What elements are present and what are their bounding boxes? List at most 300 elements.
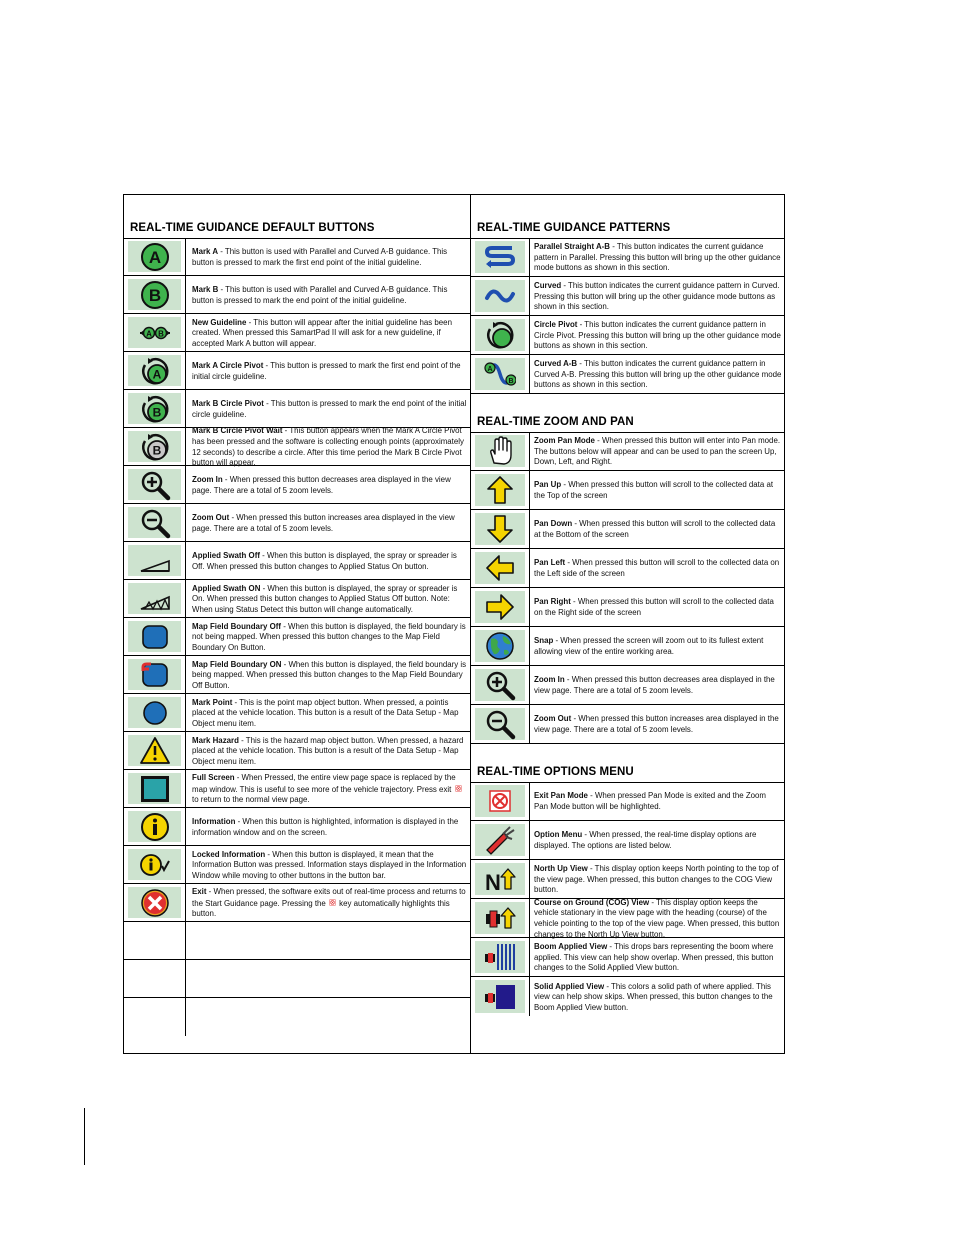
button-row <box>471 588 785 627</box>
left-column <box>124 195 470 1053</box>
icon-cell <box>471 666 530 704</box>
svg-text:B: B <box>152 443 161 457</box>
description-cell <box>185 314 470 351</box>
description-cell <box>529 899 785 937</box>
snap-icon <box>484 630 516 662</box>
description <box>534 242 782 274</box>
button-name: Option Menu <box>534 830 583 840</box>
zoom-pan-mode-icon <box>484 435 516 467</box>
button-description: - This button indicates the current guidance pattern in Curved A-B. Pressing this button will bring up the other guidance mode buttons as shown in this section. <box>534 359 782 390</box>
zoom-out-icon <box>139 507 171 539</box>
icon-cell <box>124 238 186 275</box>
icon-cell <box>471 238 530 276</box>
icon-cell <box>124 732 186 769</box>
button-row <box>124 466 470 504</box>
description <box>192 426 467 468</box>
svg-text:A: A <box>145 329 152 338</box>
description-cell <box>185 656 470 693</box>
button-name: Map Field Boundary ON <box>192 659 282 669</box>
mark-a-icon <box>139 241 171 273</box>
button-row <box>471 977 785 1016</box>
icon-cell <box>471 588 530 626</box>
button-description: - This button is used with Parallel and Curved A-B guidance. This button is pressed to mark the end point of the initial guideline. <box>192 284 448 305</box>
description-cell <box>185 770 470 807</box>
description <box>534 320 782 352</box>
button-name: Exit Pan Mode <box>534 791 588 801</box>
button-name: Mark A <box>192 246 219 256</box>
button-name: Parallel Straight A-B <box>534 242 611 252</box>
description-cell <box>529 277 785 315</box>
description-cell <box>185 998 470 1036</box>
button-description: - When pressed this button will scroll to the collected data at the Bottom of the screen <box>534 519 776 539</box>
button-row <box>124 656 470 694</box>
icon-tile <box>128 697 181 728</box>
zoom-in-icon <box>484 669 516 701</box>
icon-tile <box>128 849 181 880</box>
description <box>192 285 467 306</box>
button-description: - When pressed this button will scroll to the collected data at the Top of the screen <box>534 480 774 500</box>
description-cell <box>185 426 470 468</box>
button-description: - When pressed, the software exits out of real-time process and returns to the Start Guidance page. Pressing the <box>192 887 466 908</box>
full-screen-icon <box>139 773 171 805</box>
button-name: Zoom In <box>534 675 565 685</box>
description-cell <box>185 922 470 959</box>
exit-icon <box>139 887 171 919</box>
button-name: New Guideline <box>192 317 247 327</box>
description <box>192 698 467 730</box>
description <box>192 513 467 534</box>
button-name: Snap <box>534 636 554 646</box>
button-description: - When pressed Pan Mode is exited and the Zoom Pan Mode button will be highlighted. <box>534 791 767 811</box>
north-up-view-icon <box>484 863 516 895</box>
button-row <box>124 998 470 1036</box>
description <box>192 622 467 654</box>
button-name: Applied Swath ON <box>192 583 261 593</box>
icon-tile <box>475 902 525 934</box>
button-row <box>471 355 785 394</box>
description-cell <box>185 466 470 503</box>
button-description: - This is the hazard map object button. When pressed, a hazard placed at the vehicle location. This button is a result of the Data Setup - Map Object menu item. <box>192 735 464 766</box>
button-name: Circle Pivot <box>534 320 578 330</box>
icon-tile <box>475 241 525 273</box>
button-row <box>471 471 785 510</box>
button-description: - When pressed this button decreases area displayed in the view page. There are a total of 5 zoom levels. <box>534 675 775 695</box>
circle-pivot-icon <box>484 319 516 351</box>
button-description: - When Pressed, the entire view page space is replaced by the map window. This is useful to see more of the vehicle trajectory. Press exit <box>192 773 456 794</box>
button-description: - When this button is highlighted, information is displayed in the information window and on the screen. <box>192 816 459 837</box>
icon-tile <box>475 552 525 584</box>
button-row <box>471 510 785 549</box>
description <box>192 399 467 420</box>
description <box>534 519 782 540</box>
button-name: Zoom Out <box>534 714 572 724</box>
icon-tile <box>128 773 181 804</box>
button-name: Locked Information <box>192 849 266 859</box>
description-cell <box>529 316 785 354</box>
new-guideline-icon <box>139 317 171 349</box>
description <box>192 887 467 920</box>
description <box>534 281 782 313</box>
description <box>192 850 467 882</box>
button-row <box>471 432 785 471</box>
icon-cell <box>124 922 186 959</box>
svg-text:B: B <box>157 329 164 338</box>
description <box>192 247 467 268</box>
button-name: Pan Left <box>534 558 566 568</box>
applied-swath-on-icon <box>139 583 171 615</box>
button-row <box>124 808 470 846</box>
button-name: Pan Up <box>534 480 562 490</box>
icon-tile <box>475 669 525 701</box>
section-header <box>471 744 785 783</box>
icon-tile <box>475 319 525 351</box>
exit-pan-mode-icon <box>484 785 516 817</box>
button-row <box>124 732 470 770</box>
icon-cell <box>471 821 530 859</box>
button-name: Mark A Circle Pivot <box>192 360 264 370</box>
icon-cell <box>124 770 186 807</box>
mark-point-icon <box>139 697 171 729</box>
course-on-ground-view-icon <box>484 902 516 934</box>
icon-cell <box>124 960 186 997</box>
icon-cell <box>124 618 186 655</box>
icon-cell <box>124 998 186 1036</box>
button-row <box>471 549 785 588</box>
button-row <box>124 846 470 884</box>
exit-key-icon <box>454 784 463 793</box>
icon-cell <box>471 471 530 509</box>
description <box>192 773 467 806</box>
icon-tile <box>128 583 181 614</box>
parallel-straight-icon <box>484 241 516 273</box>
icon-tile <box>128 811 181 842</box>
button-description: - This button is pressed to mark the end point of the initial circle guideline. <box>192 398 467 419</box>
button-description: - When pressed, the real-time display options are displayed. The options are listed below. <box>534 830 757 850</box>
button-description: - This display option keeps North pointing to the top of the view page. When pressed, this button changes to the COG View button. <box>534 864 779 895</box>
button-row <box>471 938 785 977</box>
button-row <box>124 922 470 960</box>
section-header-text: REAL-TIME GUIDANCE PATTERNS <box>477 222 671 234</box>
icon-tile <box>128 507 181 538</box>
locked-information-icon <box>139 849 171 881</box>
button-name: Applied Swath Off <box>192 550 260 560</box>
icon-cell <box>124 428 186 465</box>
description <box>534 898 782 940</box>
button-description: - When pressed this button will enter into Pan mode. The buttons below will appear and can be used to pan the screen Up, Down, Left, and Right. <box>534 436 781 467</box>
description-cell <box>185 808 470 845</box>
description <box>192 660 467 692</box>
icon-cell <box>471 977 530 1016</box>
button-description: - When pressed this button increases area displayed in the view page. There are a total of 5 zoom levels. <box>192 512 455 533</box>
button-description: - When pressed this button will scroll to the collected data on the Left side of the screen <box>534 558 780 578</box>
button-description: - When pressed the screen will zoom out to its fullest extent allowing view of the entire working area. <box>534 636 764 656</box>
icon-cell <box>124 352 186 389</box>
icon-cell <box>471 899 530 937</box>
button-row <box>471 899 785 938</box>
button-name: Exit <box>192 887 207 897</box>
button-row <box>124 428 470 466</box>
button-row <box>124 542 470 580</box>
description <box>534 982 782 1014</box>
svg-text:A: A <box>152 367 161 381</box>
icon-cell <box>124 656 186 693</box>
button-description: - When pressed this button decreases area displayed in the view page. There are a total of 5 zoom levels. <box>192 474 451 495</box>
icon-cell <box>124 390 186 427</box>
svg-text:A: A <box>487 366 493 373</box>
description <box>534 636 782 657</box>
section-header-text: REAL-TIME GUIDANCE DEFAULT BUTTONS <box>130 222 375 234</box>
icon-tile <box>128 659 181 690</box>
button-row <box>471 705 785 744</box>
button-name: Mark Hazard <box>192 735 239 745</box>
icon-tile <box>128 469 181 500</box>
icon-tile <box>128 431 181 462</box>
description <box>192 584 467 616</box>
icon-cell <box>124 542 186 579</box>
mark-b-circle-pivot-icon <box>139 393 171 425</box>
icon-tile <box>475 824 525 856</box>
svg-text:B: B <box>508 378 514 385</box>
button-description: - This is the point map object button. When pressed, a pointis placed at the vehicle location. This button is a result of the Data Setup - Map Object menu item. <box>192 697 459 728</box>
section-header <box>471 195 785 239</box>
icon-tile <box>475 980 525 1013</box>
applied-swath-off-icon <box>139 545 171 577</box>
button-description: - This drops bars representing the boom where applied. This view can help show overlap. When pressed, this button changes to the Solid Applied View button. <box>534 942 774 973</box>
mark-b-icon <box>139 279 171 311</box>
description <box>534 830 782 851</box>
button-description: - This button indicates the current guidance pattern in Circle Pivot. Pressing this button will bring up the other guidance mode buttons as shown in this section. <box>534 320 781 351</box>
pan-right-icon <box>484 591 516 623</box>
information-icon <box>139 811 171 843</box>
button-name: Map Field Boundary Off <box>192 621 281 631</box>
description <box>534 942 782 974</box>
button-row <box>471 277 785 316</box>
icon-cell <box>124 580 186 617</box>
description-cell <box>529 977 785 1016</box>
description-cell <box>185 504 470 541</box>
mark-a-circle-pivot-icon <box>139 355 171 387</box>
zoom-in-icon <box>139 469 171 501</box>
description-cell <box>185 732 470 769</box>
button-row <box>124 884 470 922</box>
exit-key <box>454 785 463 794</box>
button-description: - This button is used with Parallel and Curved A-B guidance. This button is pressed to mark the first end point of the initial guideline. <box>192 246 448 267</box>
button-name: Pan Down <box>534 519 573 529</box>
description-cell <box>529 510 785 548</box>
description <box>534 480 782 501</box>
icon-tile <box>475 708 525 740</box>
pan-left-icon <box>484 552 516 584</box>
icon-tile <box>128 545 181 576</box>
zoom-out-icon <box>484 708 516 740</box>
icon-tile <box>128 279 181 310</box>
description <box>192 475 467 496</box>
button-name: Zoom Out <box>192 512 230 522</box>
description-cell <box>185 884 470 921</box>
button-row <box>471 782 785 821</box>
description <box>192 551 467 572</box>
description-cell <box>529 782 785 820</box>
button-row <box>471 860 785 899</box>
description-cell <box>529 238 785 276</box>
icon-tile <box>475 435 525 467</box>
button-name: Curved <box>534 281 562 291</box>
icon-cell <box>471 782 530 820</box>
icon-cell <box>471 277 530 315</box>
icon-cell <box>124 276 186 313</box>
solid-applied-view-icon <box>484 981 516 1013</box>
description <box>534 714 782 735</box>
button-description: - This display option keeps the vehicle stationary in the view page with the heading (course) of the vehicle pointing to the top of the view page. When pressed, this button changes to the North Up View button. <box>534 897 780 939</box>
icon-cell <box>471 355 530 393</box>
description-cell <box>185 694 470 731</box>
button-row <box>124 580 470 618</box>
reference-table <box>123 194 785 1054</box>
icon-tile <box>475 941 525 973</box>
description-cell <box>529 821 785 859</box>
description-cell <box>529 938 785 976</box>
svg-text:B: B <box>152 405 161 419</box>
icon-tile <box>475 785 525 817</box>
svg-text:N: N <box>485 870 501 895</box>
exit-key <box>328 899 337 908</box>
section-header <box>124 195 470 239</box>
button-description: - This colors a solid path of where applied. This view can help show skips. When pressed, this button changes to the Boom Applied View button. <box>534 981 773 1012</box>
icon-tile <box>475 280 525 312</box>
icon-tile <box>128 241 181 272</box>
description <box>534 558 782 579</box>
button-row <box>471 627 785 666</box>
button-description: - When pressed this button will scroll to the collected data on the Right side of the screen <box>534 597 774 617</box>
description-cell <box>185 580 470 617</box>
icon-cell <box>471 510 530 548</box>
description <box>534 791 782 812</box>
icon-tile <box>128 355 181 386</box>
description-cell <box>529 549 785 587</box>
map-field-boundary-on-icon <box>139 659 171 691</box>
map-field-boundary-off-icon <box>139 621 171 653</box>
icon-tile <box>128 621 181 652</box>
exit-key-icon <box>328 898 337 907</box>
button-description: - This button indicates the current guidance pattern in Curved. Pressing this button will bring up the other guidance mode buttons as shown in this section. <box>534 281 780 312</box>
pan-down-icon <box>484 513 516 545</box>
button-description: - This button appears when the Mark A Circle Pivot has been pressed and the software is collecting enough points (approximately 12 seconds) to describe a circle. After this time period the Mark B Circle Pivot button will appear. <box>192 426 464 468</box>
button-name: Curved A-B <box>534 359 578 369</box>
button-description-cont: key automatically highlights this button. <box>192 898 450 919</box>
description-cell <box>185 846 470 883</box>
button-name: Zoom In <box>192 474 223 484</box>
button-name: Solid Applied View <box>534 981 605 991</box>
icon-cell <box>124 466 186 503</box>
button-name: Pan Right <box>534 597 571 607</box>
button-name: Mark B <box>192 284 219 294</box>
description <box>534 675 782 696</box>
button-row <box>471 238 785 277</box>
description-cell <box>529 355 785 393</box>
description <box>192 736 467 768</box>
icon-cell <box>471 316 530 354</box>
description-cell <box>529 588 785 626</box>
button-row <box>124 770 470 808</box>
button-row <box>471 821 785 860</box>
icon-cell <box>124 504 186 541</box>
pan-up-icon <box>484 474 516 506</box>
boom-applied-view-icon <box>484 941 516 973</box>
mark-hazard-icon <box>139 735 171 767</box>
description <box>192 817 467 838</box>
button-name: Boom Applied View <box>534 942 608 952</box>
icon-tile <box>128 735 181 766</box>
description-cell <box>185 390 470 427</box>
description-cell <box>529 705 785 743</box>
description-cell <box>185 960 470 997</box>
description <box>534 436 782 468</box>
button-row <box>124 504 470 542</box>
icon-cell <box>124 314 186 351</box>
button-name: Mark B Circle Pivot <box>192 398 264 408</box>
button-name: Mark Point <box>192 697 233 707</box>
button-description: - When this button is displayed, the spray or spreader is On. When pressed this button changes to Applied Status Off button. Note: When using Status Detect this button will change automatically. <box>192 583 458 614</box>
curved-a-b-icon <box>484 358 516 390</box>
button-name: Information <box>192 816 236 826</box>
icon-cell <box>124 884 186 921</box>
description <box>534 597 782 618</box>
button-description: - When this button is displayed, it mean that the Information Button was pressed. Information stays displayed in the Information Window while moving to other buttons in the button bar. <box>192 849 467 880</box>
description <box>534 864 782 896</box>
description-cell <box>529 860 785 898</box>
description-cell <box>185 542 470 579</box>
icon-tile <box>128 317 181 348</box>
description-cell <box>529 432 785 470</box>
button-name: Course on Ground (COG) View <box>534 897 650 907</box>
section-header-text: REAL-TIME OPTIONS MENU <box>477 766 634 778</box>
svg-text:A: A <box>148 247 161 267</box>
button-row <box>124 694 470 732</box>
icon-cell <box>471 549 530 587</box>
icon-tile <box>475 513 525 545</box>
icon-tile <box>475 591 525 623</box>
button-row <box>471 666 785 705</box>
icon-cell <box>124 846 186 883</box>
mark-b-circle-pivot-wait-icon <box>139 431 171 463</box>
button-description: - This button is pressed to mark the first end point of the initial circle guideline. <box>192 360 461 381</box>
icon-tile <box>475 358 525 390</box>
icon-tile <box>128 887 181 918</box>
button-description: - This button indicates the current guidance pattern in Parallel. Pressing this button will bring up the other guidance mode buttons as shown in this section. <box>534 242 781 273</box>
icon-cell <box>471 938 530 976</box>
description-cell <box>529 627 785 665</box>
option-menu-icon <box>484 824 516 856</box>
button-description: - When this button is displayed, the field boundary is being mapped. When pressed this button changes to the Map Field Boundary Off Button. <box>192 659 467 690</box>
icon-cell <box>124 808 186 845</box>
icon-tile <box>475 863 525 895</box>
description-cell <box>185 352 470 389</box>
button-row <box>124 352 470 390</box>
button-name: Mark B Circle Pivot Wait <box>192 426 283 436</box>
page-margin-rule <box>84 1108 85 1165</box>
button-name: North Up View <box>534 864 588 874</box>
description-cell <box>185 238 470 275</box>
button-row <box>471 316 785 355</box>
button-row <box>124 618 470 656</box>
icon-cell <box>124 694 186 731</box>
curved-icon <box>484 280 516 312</box>
icon-tile <box>475 474 525 506</box>
icon-tile <box>128 393 181 424</box>
button-description: - This button will appear after the initial guideline has been created. When pressed this SamartPad II will ask for a new guideline, if accepted Mark A button will appear. <box>192 317 452 348</box>
description-cell <box>529 666 785 704</box>
button-row <box>124 276 470 314</box>
